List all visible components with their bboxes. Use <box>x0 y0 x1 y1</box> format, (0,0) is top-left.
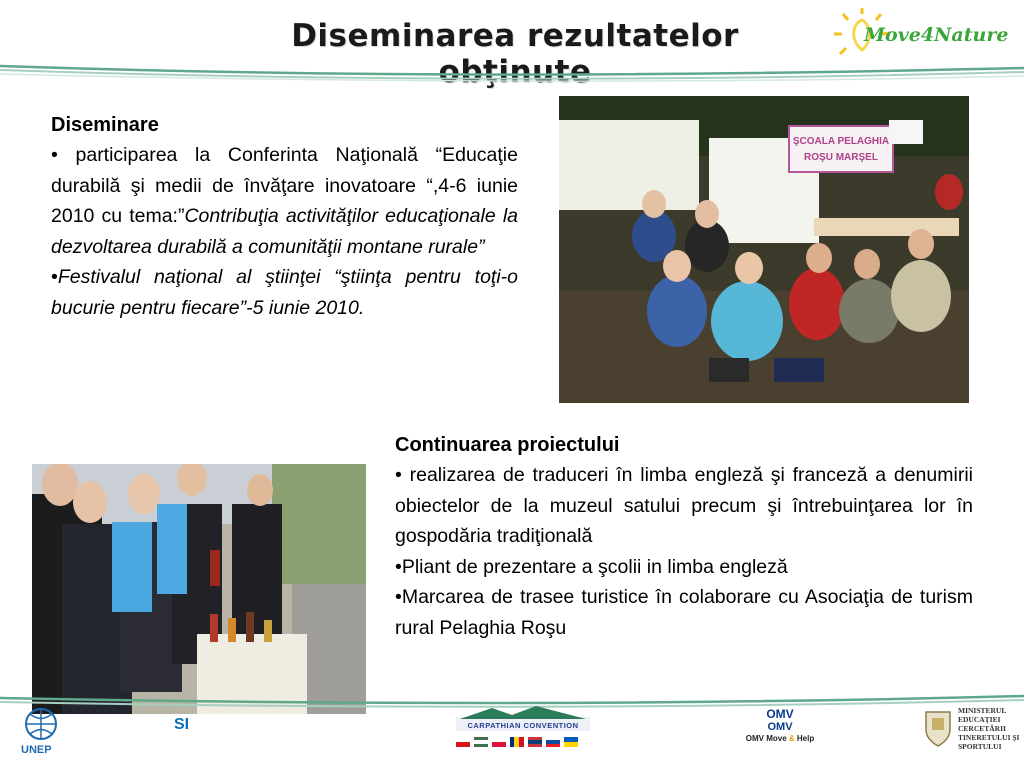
si-label: SI <box>174 716 190 733</box>
unep-label: UNEP <box>21 744 52 756</box>
coat-of-arms-icon <box>922 708 954 748</box>
continuation-item-translations: • realizarea de traduceri în limba engleză şi franceză a denumirii obiectelor de la muzeul satului precum şi întrebuinţarea lor în gospodăria tradiţională <box>395 464 973 547</box>
omv-logo <box>742 708 818 756</box>
move4nature-text: Move4Nature <box>864 24 1009 46</box>
omv-top-text: OMV <box>766 707 794 721</box>
dissemination-item-conference: • participarea la Conferinta Naţională “Educaţie durabilă şi medii de învăţare inovatoare “,4-6 iunie 2010 cu tema:”Contribuţia activităţilor educaţionale la dezvoltarea durabilă a comunităţii montane rurale” <box>51 144 518 258</box>
photo-students-fair <box>32 464 366 714</box>
dissemination-item-festival: •Festivalul naţional al ştiinţei “ştiinţa pentru toţi-o bucurie pentru fiecare”-5 iunie 2010. <box>51 266 518 319</box>
ministry-logo <box>922 704 1022 760</box>
slide-title: Diseminarea rezultatelor obţinute <box>291 18 739 90</box>
top-swoosh-divider <box>0 60 1024 90</box>
svg-text:ROŞU MARŞEL: ROŞU MARŞEL <box>804 152 878 163</box>
carpathian-label: CARPATHIAN CONVENTION <box>467 721 579 730</box>
project-continuation-block <box>395 430 973 643</box>
ministry-label: MINISTERUL EDUCAŢIEI CERCETĂRII TINERETULUI ŞI SPORTULUI <box>958 706 1020 751</box>
globe-icon <box>18 706 64 744</box>
omv-mid-text: OMV <box>767 721 793 733</box>
photo-children-outdoor <box>559 96 969 403</box>
dissemination-block <box>51 110 518 323</box>
continuation-heading: Continuarea proiectului <box>395 434 620 456</box>
si-logo <box>170 710 204 760</box>
continuation-item-trails: •Marcarea de trasee turistice în colaborare cu Asociaţia de turism rural Pelaghia Roşu <box>395 586 973 639</box>
dissemination-heading: Diseminare <box>51 114 159 136</box>
continuation-item-leaflet: •Pliant de prezentare a şcolii in limba engleză <box>395 555 788 578</box>
carpathian-convention-logo <box>452 705 594 753</box>
unep-logo <box>18 706 68 760</box>
omv-move-help-text: OMV Move & Help <box>745 734 815 743</box>
svg-text:ŞCOALA PELAGHIA: ŞCOALA PELAGHIA <box>792 136 890 147</box>
